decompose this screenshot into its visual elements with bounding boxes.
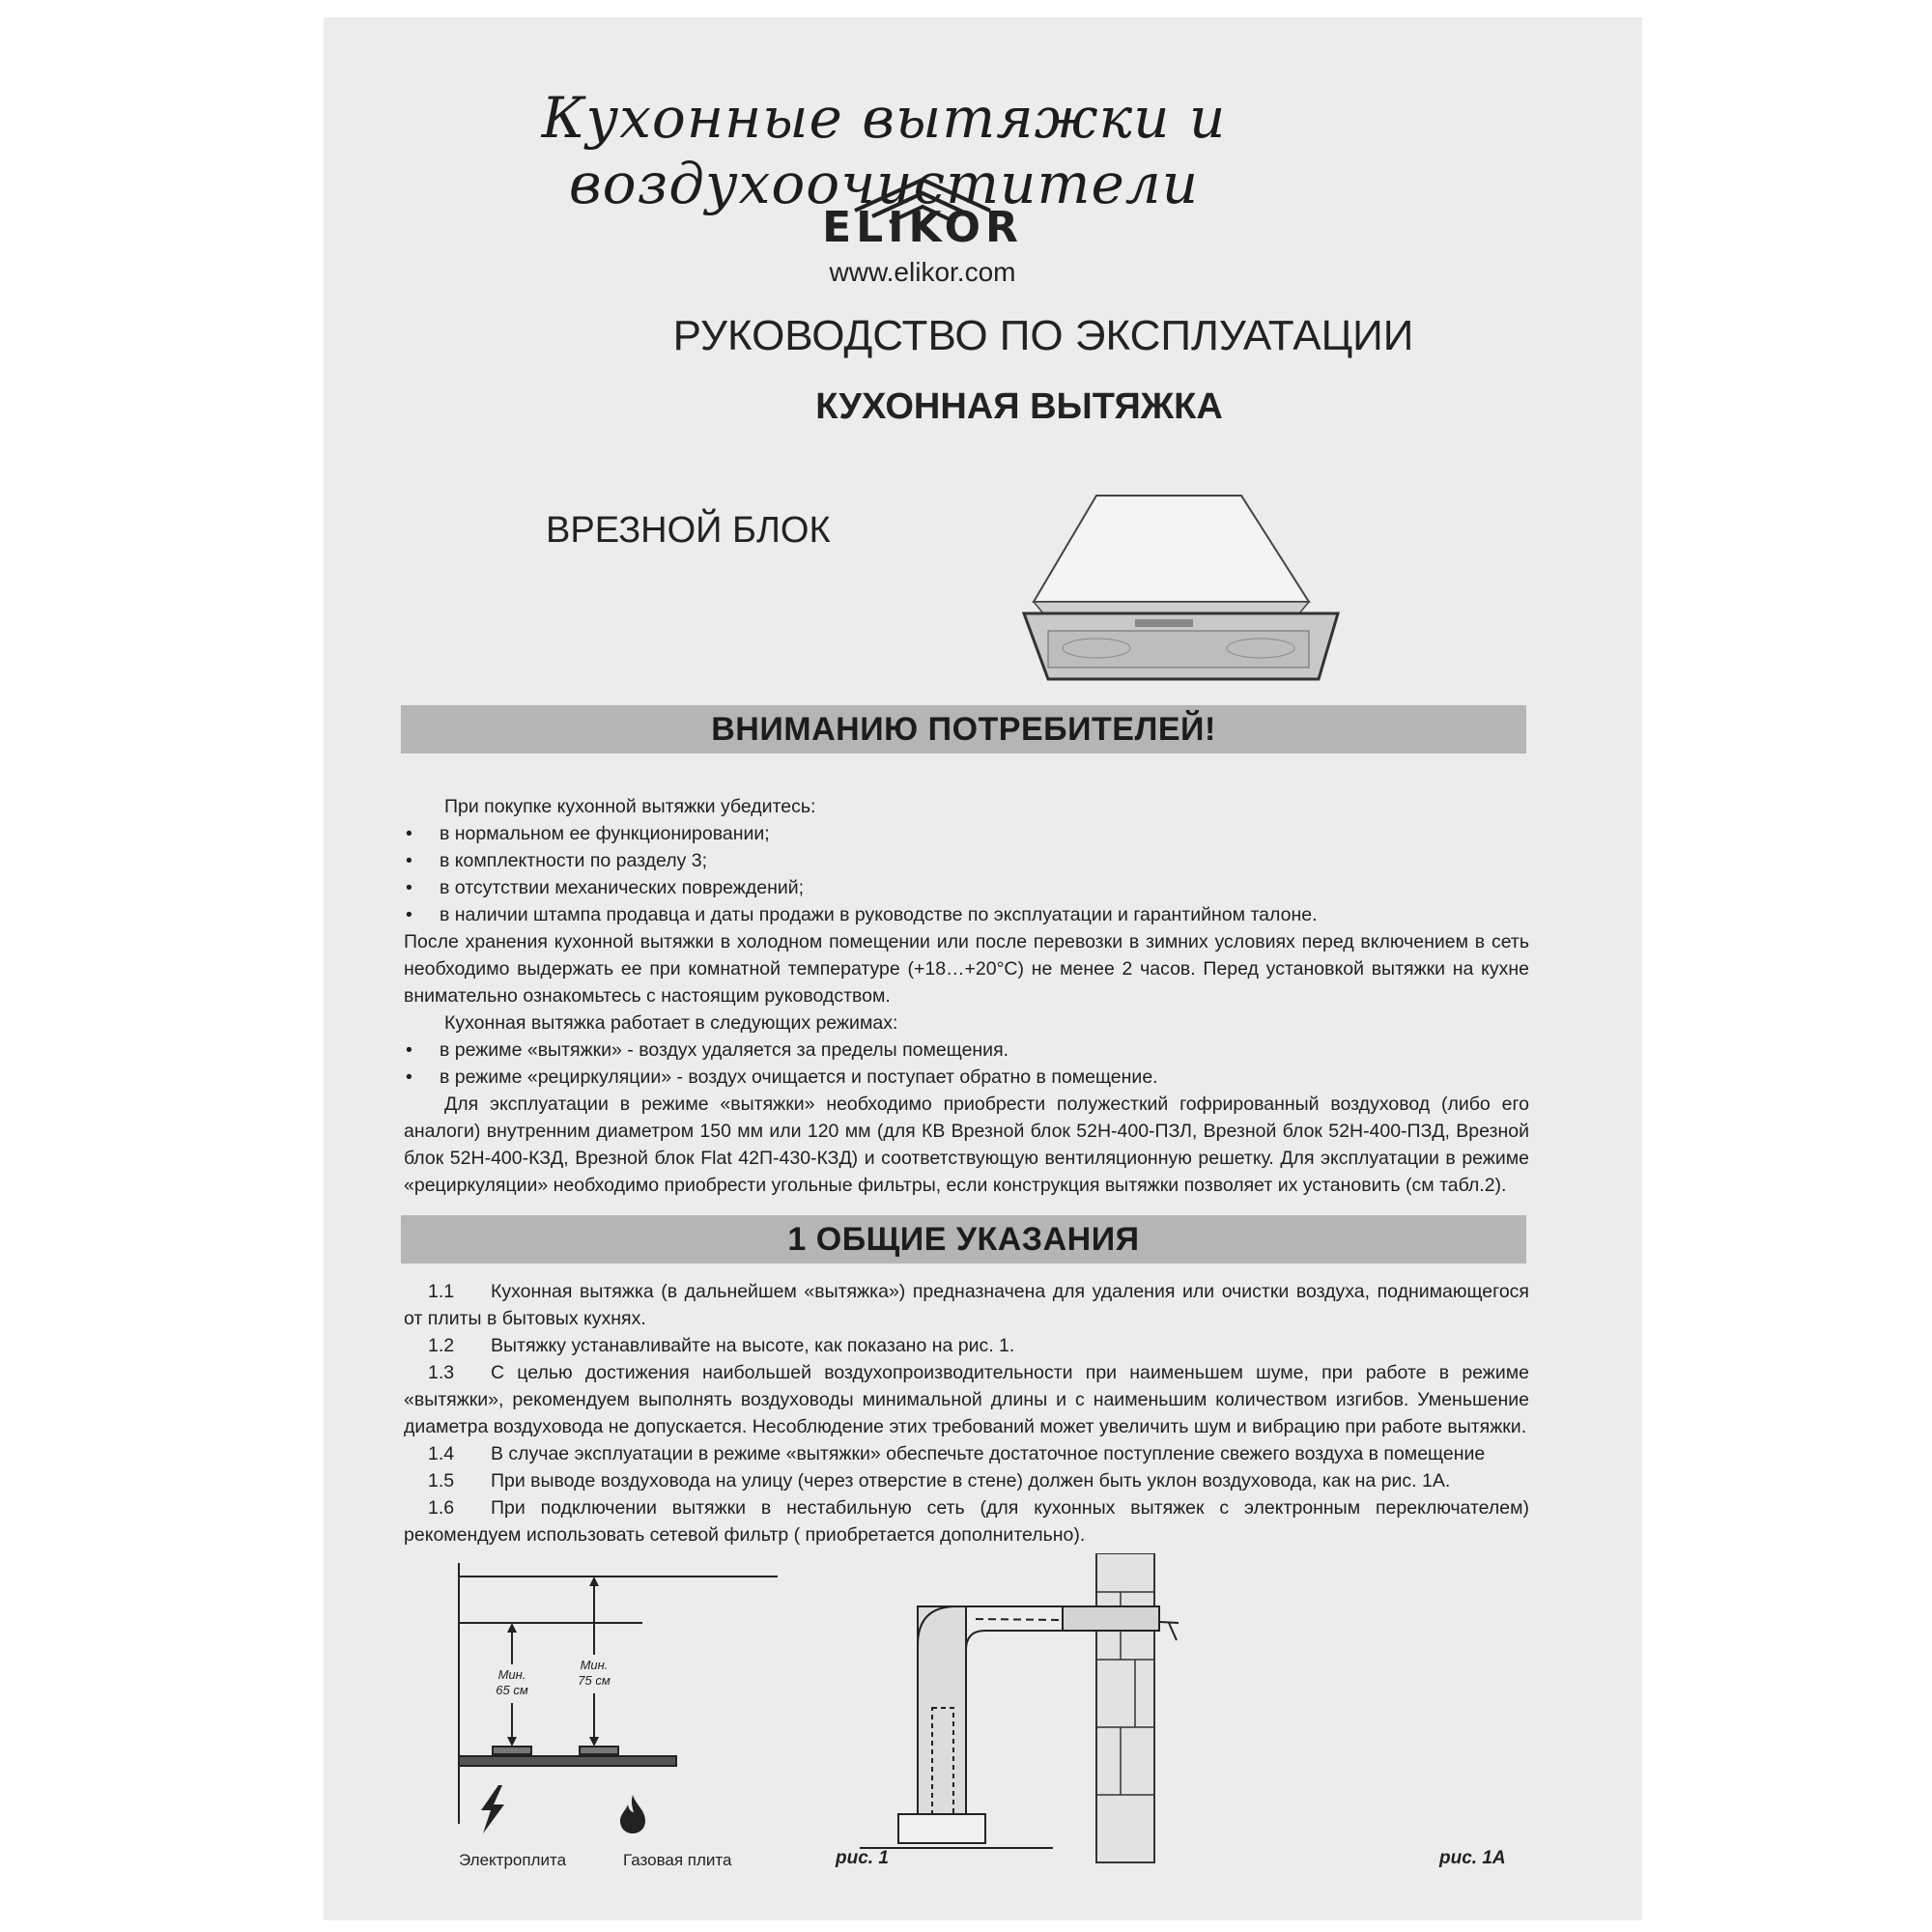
gas-flame-icon xyxy=(618,1795,647,1833)
item-text: Кухонная вытяжка (в дальнейшем «вытяжка») предназначена для удаления или очистки воздуха, поднимающегося от плиты в бытовых кухнях. xyxy=(404,1281,1529,1329)
brand-logo: ELIKOR xyxy=(822,203,1023,252)
list-item: • в режиме «рециркуляции» - воздух очищается и поступает обратно в помещение. xyxy=(406,1064,1158,1091)
gas-stove-label: Газовая плита xyxy=(623,1851,732,1869)
exhaust-note-paragraph: Для эксплуатации в режиме «вытяжки» необходимо приобрести полужесткий гофрированный воздуховод (либо его аналоги) внутренним диаметром 150 мм или 120 мм (для КВ Врезной блок 52Н-400-ПЗЛ, Врезной блок 52Н-400-ПЗД, Врезной блок 52Н-400-КЗД, Врезной блок Flat 42П-430-КЗД) и соответствующую вентиляционную решетку. Для эксплуатации в режиме «рециркуляции» необходимо приобрести угольные фильтры, если конструкция вытяжки позволяет их установить (см табл.2). xyxy=(404,1094,1529,1196)
instruction-item xyxy=(404,1494,1529,1548)
built-in-hood-illustration xyxy=(1019,486,1348,698)
min-gas-label: Мин. xyxy=(580,1658,609,1672)
storage-paragraph: После хранения кухонной вытяжки в холодном помещении или после перевозки в зимних условиях перед включением в сеть необходимо выдержать ее при комнатной температуре (+18…+20°С) не менее 2 часов. Перед установкой вытяжки на кухне внимательно ознакомьтесь с настоящим руководством. xyxy=(404,931,1529,1007)
duct-through-wall-diagram xyxy=(850,1553,1256,1872)
item-number: 1.5 xyxy=(428,1470,455,1492)
list-item: • в нормальном ее функционировании; xyxy=(406,820,1318,847)
item-text: Вытяжку устанавливайте на высоте, как показано на рис. 1. xyxy=(491,1335,1015,1356)
min-electric-value: 65 см xyxy=(496,1683,528,1697)
modes-intro: Кухонная вытяжка работает в следующих режимах: xyxy=(444,1012,898,1034)
min-electric-label: Мин. xyxy=(497,1667,526,1682)
purchase-checklist xyxy=(406,820,1318,928)
model-title: ВРЕЗНОЙ БЛОК xyxy=(546,510,831,551)
item-text: При подключении вытяжки в нестабильную сеть (для кухонных вытяжек с электронным переключателем) рекомендуем использовать сетевой фильтр ( приобретается дополнительно). xyxy=(404,1497,1529,1546)
list-item: • в отсутствии механических повреждений; xyxy=(406,874,1318,901)
item-number: 1.6 xyxy=(428,1497,455,1519)
instruction-item xyxy=(404,1440,1529,1467)
instruction-item xyxy=(404,1467,1529,1494)
product-title: КУХОННАЯ ВЫТЯЖКА xyxy=(815,386,1223,427)
item-text: При выводе воздуховода на улицу (через отверстие в стене) должен быть уклон воздуховода, как на рис. 1А. xyxy=(491,1470,1451,1492)
manual-title: РУКОВОДСТВО ПО ЭКСПЛУАТАЦИИ xyxy=(672,312,1414,359)
general-instructions-banner: 1 ОБЩИЕ УКАЗАНИЯ xyxy=(401,1215,1526,1264)
item-text: В случае эксплуатации в режиме «вытяжки» обеспечьте достаточное поступление свежего воздуха в помещение xyxy=(491,1443,1486,1464)
list-item: • в комплектности по разделу 3; xyxy=(406,847,1318,874)
manual-page xyxy=(324,17,1642,1920)
attention-banner: ВНИМАНИЮ ПОТРЕБИТЕЛЕЙ! xyxy=(401,705,1526,753)
list-item: • в режиме «вытяжки» - воздух удаляется за пределы помещения. xyxy=(406,1037,1158,1064)
electric-stove-label: Электроплита xyxy=(459,1851,567,1869)
instruction-item xyxy=(404,1359,1529,1440)
figure-1a-caption: рис. 1А xyxy=(1439,1848,1506,1868)
instruction-item xyxy=(404,1332,1529,1359)
list-item: • в наличии штампа продавца и даты продажи в руководстве по эксплуатации и гарантийном талоне. xyxy=(406,901,1318,928)
figure-1-caption: рис. 1 xyxy=(836,1848,889,1868)
lightning-icon xyxy=(473,1785,512,1833)
script-title: Кухонные вытяжки и воздухоочистители xyxy=(541,85,1227,216)
item-number: 1.3 xyxy=(428,1362,455,1383)
website-link[interactable]: www.elikor.com xyxy=(829,257,1016,287)
item-number: 1.4 xyxy=(428,1443,455,1464)
min-gas-value: 75 см xyxy=(578,1673,611,1688)
attention-intro: При покупке кухонной вытяжки убедитесь: xyxy=(444,796,816,817)
instruction-item xyxy=(404,1278,1529,1332)
item-number: 1.2 xyxy=(428,1335,455,1356)
item-number: 1.1 xyxy=(428,1281,455,1302)
modes-list xyxy=(406,1037,1158,1091)
item-text: С целью достижения наибольшей воздухопроизводительности при наименьшем шуме, при работе в режиме «вытяжки», рекомендуем выполнять воздуховоды минимальной длины и с наименьшим количеством изгибов. Уменьшение диаметра воздуховода не допускается. Несоблюдение этих требований может увеличить шум и вибрацию при работе вытяжки. xyxy=(404,1362,1529,1437)
